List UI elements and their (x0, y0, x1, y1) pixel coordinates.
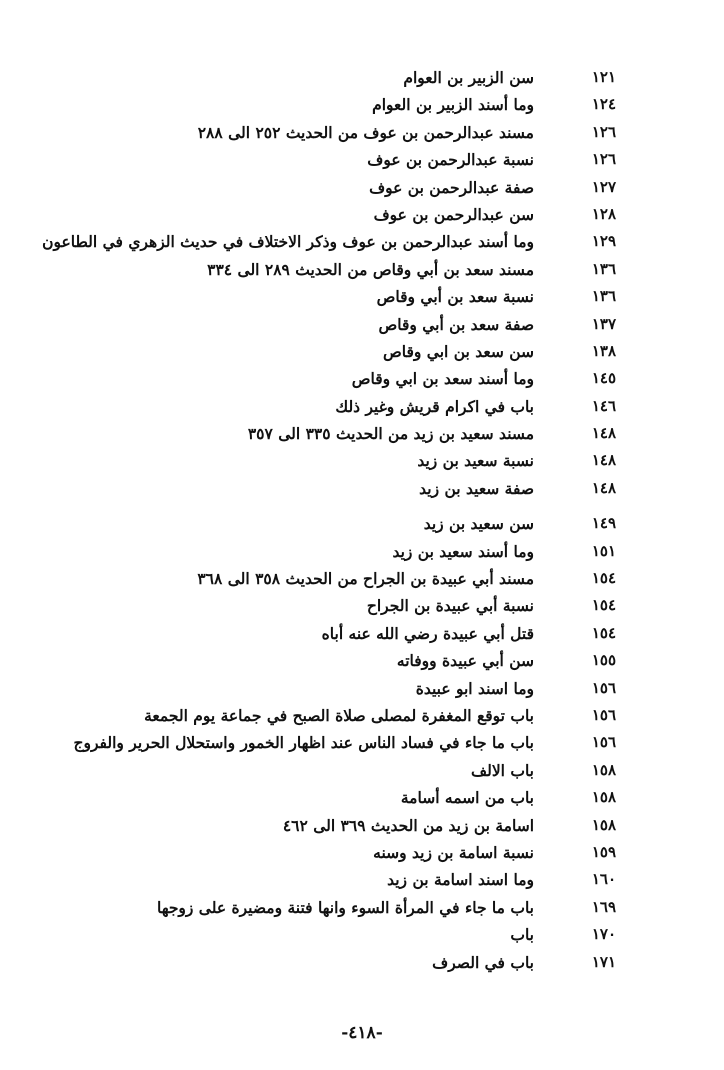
toc-entry (0, 420, 724, 447)
toc-page-number: ١٥٤ (591, 596, 616, 615)
toc-page-number: ١٥٩ (591, 842, 616, 861)
toc-page-number: ١٥٨ (591, 815, 616, 834)
toc-entry (0, 510, 724, 537)
toc-page-number: ١٤٥ (591, 369, 616, 388)
toc-title: نسبة عبدالرحمن بن عوف (367, 150, 534, 170)
toc-title: سن سعد بن ابي وقاص (383, 341, 534, 361)
toc-entry (0, 338, 724, 365)
toc-page-number: ١٢٨ (591, 204, 616, 223)
toc-entry (0, 894, 724, 921)
toc-page-number: ١٤٩ (591, 514, 616, 533)
toc-title: باب في الصرف (432, 952, 534, 972)
toc-title: سن الزبير بن العوام (403, 68, 534, 87)
toc-title: نسبة سعد بن أبي وقاص (376, 287, 534, 307)
toc-entry (0, 256, 724, 283)
toc-entry (0, 784, 724, 811)
toc-page-number: ١٣٨ (591, 341, 616, 360)
toc-page-number: ١٢٦ (591, 122, 616, 141)
toc-page-number: ١٢٤ (591, 95, 616, 114)
toc-entry (0, 393, 724, 420)
toc-entry (0, 812, 724, 839)
toc-title: باب ما جاء في فساد الناس عند اظهار الخمور واستحلال الحرير والفروج (73, 733, 534, 753)
toc-title: مسند عبدالرحمن بن عوف من الحديث ٢٥٢ الى ٢٨٨ (197, 122, 534, 142)
toc-entry (0, 702, 724, 729)
toc-entry (0, 201, 724, 228)
toc-title: باب توقع المغفرة لمصلى صلاة الصبح في جماعة يوم الجمعة (144, 705, 534, 725)
toc-page-number: ١٣٧ (591, 314, 616, 333)
toc-entry (0, 283, 724, 310)
toc-page-number: ١٤٨ (591, 478, 616, 497)
toc-entry (0, 675, 724, 702)
toc-entry (0, 146, 724, 173)
toc-page-number: ١٤٨ (591, 451, 616, 470)
toc-entry (0, 311, 724, 338)
toc-entry (0, 839, 724, 866)
toc-title: اسامة بن زيد من الحديث ٣٦٩ الى ٤٦٢ (282, 815, 534, 835)
toc-entry (0, 64, 724, 91)
toc-title: وما اسند اسامة بن زيد (387, 870, 534, 890)
page-number: -٤١٨- (341, 1023, 383, 1043)
toc-title: نسبة أبي عبيدة بن الجراح (366, 596, 534, 616)
toc-entry (0, 620, 724, 647)
toc-entry (0, 729, 724, 756)
toc-title: صفة سعيد بن زيد (419, 478, 534, 498)
toc-title: نسبة سعيد بن زيد (417, 451, 534, 471)
toc-page-number: ١٥١ (591, 541, 616, 560)
toc-page-number: ١٣٦ (591, 259, 616, 278)
toc-page-number: ١٢٩ (591, 232, 616, 251)
toc-title: باب (510, 925, 534, 945)
toc-entry (0, 538, 724, 565)
toc-title: سن سعيد بن زيد (423, 514, 534, 534)
toc-title: سن عبدالرحمن بن عوف (373, 204, 534, 224)
toc-page-number: ١٥٦ (591, 705, 616, 724)
toc-entry (0, 475, 724, 502)
toc-entry (0, 174, 724, 201)
toc-page-number: ١٢٧ (591, 177, 616, 196)
toc-page-number: ١٧٠ (591, 925, 616, 944)
toc-title: نسبة اسامة بن زيد وسنه (373, 842, 534, 862)
toc-entry (0, 866, 724, 893)
toc-page-number: ١٢٦ (591, 150, 616, 169)
table-of-contents (0, 64, 724, 976)
toc-title: سن أبي عبيدة ووفاته (396, 651, 534, 671)
toc-title: مسند سعيد بن زيد من الحديث ٣٣٥ الى ٣٥٧ (247, 424, 534, 444)
toc-page-number: ١٥٦ (591, 678, 616, 697)
toc-title: قتل أبي عبيدة رضي الله عنه أباه (321, 623, 534, 643)
toc-page-number: ١٥٨ (591, 788, 616, 807)
toc-entry (0, 228, 724, 255)
toc-title: مسند سعد بن أبي وقاص من الحديث ٢٨٩ الى ٣٣٤ (207, 259, 534, 279)
toc-page-number: ١٥٥ (591, 651, 616, 670)
toc-title: وما أسند سعيد بن زيد (392, 541, 534, 561)
toc-entry (0, 921, 724, 948)
toc-entry (0, 565, 724, 592)
toc-page-number: ١٣٦ (591, 287, 616, 306)
toc-title: صفة عبدالرحمن بن عوف (369, 177, 534, 197)
toc-entry (0, 592, 724, 619)
toc-page-number: ١٧١ (591, 952, 616, 971)
toc-entry (0, 119, 724, 146)
toc-page-number: ١٢١ (591, 68, 616, 86)
toc-entry (0, 365, 724, 392)
toc-entry (0, 91, 724, 118)
toc-page-number: ١٦٩ (591, 897, 616, 916)
toc-title: وما أسند عبدالرحمن بن عوف وذكر الاختلاف في حديث الزهري في الطاعون (42, 232, 534, 252)
toc-title: باب ما جاء في المرأة السوء وانها فتنة ومضيرة على زوجها (156, 897, 534, 917)
toc-title: وما أسند سعد بن ابي وقاص (351, 369, 534, 389)
toc-title: مسند أبي عبيدة بن الجراح من الحديث ٣٥٨ الى ٣٦٨ (197, 569, 534, 589)
toc-title: باب من اسمه أسامة (400, 788, 534, 808)
toc-entry (0, 647, 724, 674)
toc-page-number: ١٥٤ (591, 623, 616, 642)
toc-page-number: ١٦٠ (591, 870, 616, 889)
toc-entry (0, 757, 724, 784)
toc-page-number: ١٤٦ (591, 396, 616, 415)
toc-title: باب الالف (471, 760, 534, 780)
toc-entry (0, 447, 724, 474)
toc-entry (0, 949, 724, 976)
toc-title: باب في اكرام قريش وغير ذلك (335, 396, 534, 416)
toc-title: صفة سعد بن أبي وقاص (378, 314, 534, 334)
toc-title: وما أسند الزبير بن العوام (372, 95, 534, 115)
toc-title: وما اسند ابو عبيدة (415, 678, 534, 698)
toc-page-number: ١٤٨ (591, 424, 616, 443)
toc-page-number: ١٥٨ (591, 760, 616, 779)
toc-page-number: ١٥٤ (591, 569, 616, 588)
toc-page-number: ١٥٦ (591, 733, 616, 752)
